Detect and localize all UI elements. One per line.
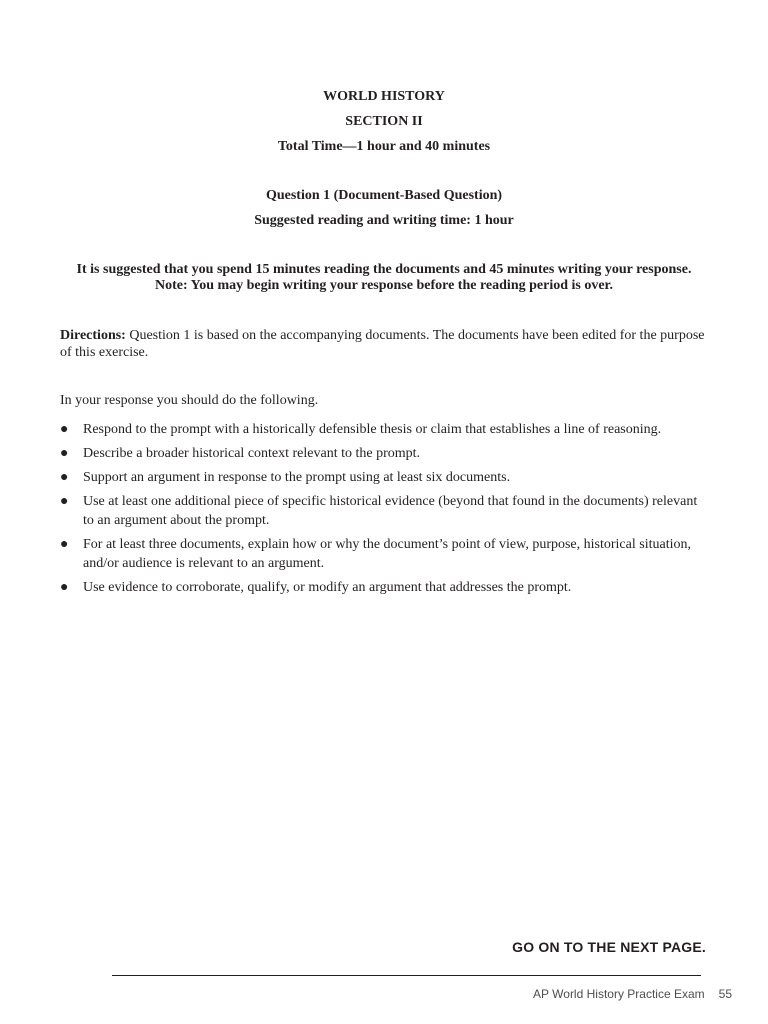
exam-name: AP World History Practice Exam [533,987,705,1001]
page-footer [533,987,732,1001]
bullet-icon: ● [60,537,69,552]
suggestion-line-2: Note: You may begin writing your response before the reading period is over. [155,278,613,293]
page-number: 55 [718,987,732,1001]
list-item [60,468,710,487]
bullet-icon: ● [60,494,69,509]
list-item-text: Respond to the prompt with a historically defensible thesis or claim that establishes a line of reasoning. [83,422,662,437]
list-item-text: Use evidence to corroborate, qualify, or modify an argument that addresses the prompt. [83,580,572,595]
list-item-text: Support an argument in response to the prompt using at least six documents. [83,470,511,485]
bullet-icon: ● [60,422,69,437]
list-item-text: For at least three documents, explain how or why the document’s point of view, purpose, historical situation, and/or audience is relevant to an argument. [83,537,691,571]
bullet-icon: ● [60,580,69,595]
list-item-text: Use at least one additional piece of specific historical evidence (beyond that found in the documents) relevant to an argument about the prompt. [83,494,698,528]
directions-label: Directions: [60,328,126,343]
directions-paragraph [60,327,710,361]
requirements-list [60,420,710,602]
list-item [60,420,710,439]
bullet-icon: ● [60,470,69,485]
section-heading: SECTION II [345,114,423,129]
total-time: Total Time—1 hour and 40 minutes [277,139,491,154]
list-item [60,535,710,573]
list-item [60,444,710,463]
list-item-text: Describe a broader historical context relevant to the prompt. [83,446,421,461]
footer-divider [112,975,701,976]
subject-heading: WORLD HISTORY [323,89,445,104]
suggestion-line-1: It is suggested that you spend 15 minutes reading the documents and 45 minutes writing your response. [76,262,692,277]
directions-text: Question 1 is based on the accompanying documents. The documents have been edited for the purpose of this exercise. [60,328,705,360]
response-intro: In your response you should do the following. [60,393,319,408]
question-title: Question 1 (Document-Based Question) [265,188,503,203]
go-on-notice: GO ON TO THE NEXT PAGE. [512,939,706,955]
suggested-time: Suggested reading and writing time: 1 hour [254,213,514,228]
list-item [60,492,710,530]
bullet-icon: ● [60,446,69,461]
list-item [60,578,710,597]
